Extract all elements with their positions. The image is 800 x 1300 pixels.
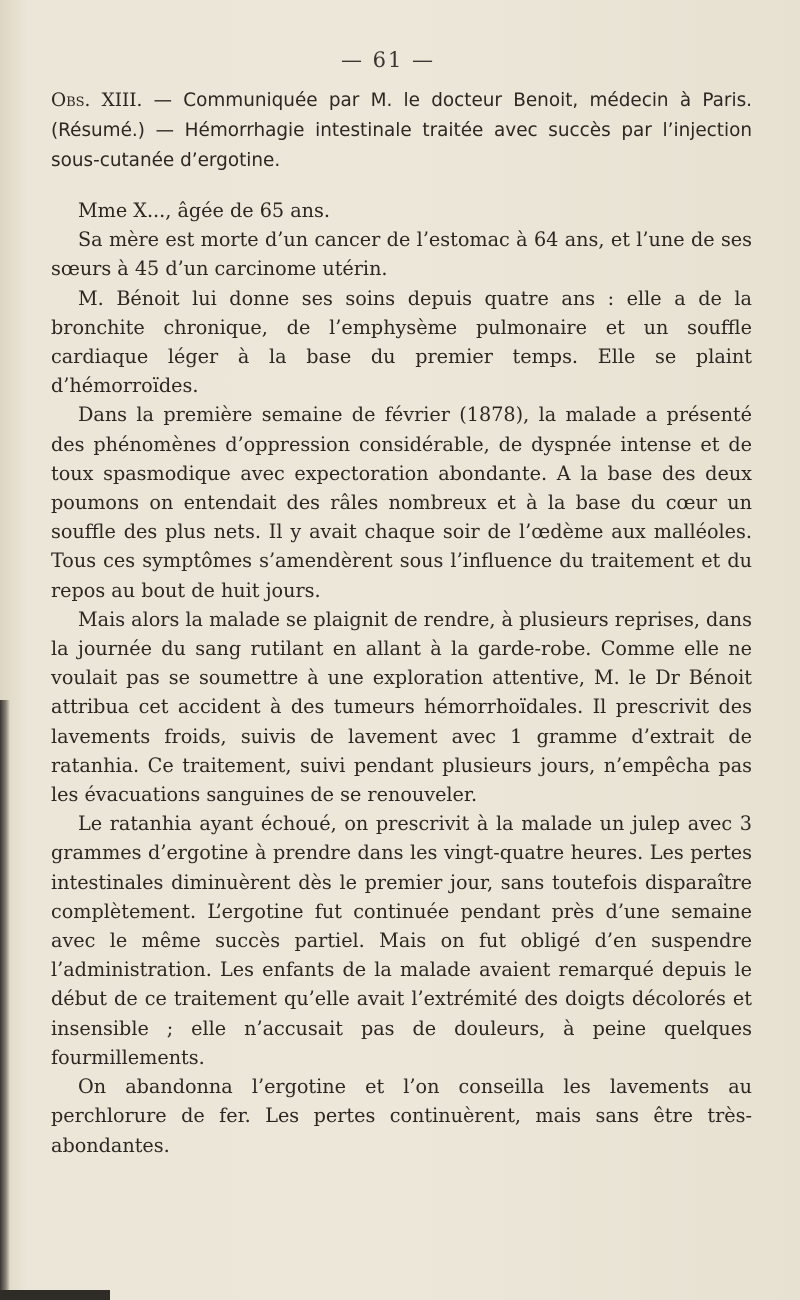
text-block xyxy=(51,86,752,1160)
page-corner-shadow xyxy=(0,1290,110,1300)
paragraph-family-history: Sa mère est morte d’un cancer de l’estomac à 64 ans, et l’une de ses sœurs à 45 d’un carcinome utérin. xyxy=(51,228,752,281)
paragraph-perchlorure: On abandonna l’ergotine et l’on conseilla les lavements au perchlorure de fer. Les pertes continuèrent, mais sans être très-abondantes. xyxy=(51,1075,752,1157)
paragraph-patient: Mme X..., âgée de 65 ans. xyxy=(78,199,330,222)
paragraph-ergotine-treatment: Le ratanhia ayant échoué, on prescrivit à la malade un julep avec 3 grammes d’ergotine à prendre dans les vingt-quatre heures. Les pertes intestinales diminuèrent dès le premier jour, sans toutefois disparaître complètement. L’ergotine fut continuée pendant près d’une semaine avec le même succès partiel. Mais on fut obligé d’en suspendre l’administration. Les enfants de la malade avaient remarqué depuis le début de ce traitement qu’elle avait l’extrémité des doigts décolorés et insensible ; elle n’accusait pas de douleurs, à peine quelques fourmillements. xyxy=(51,812,752,1069)
page-binding-edge xyxy=(0,700,10,1300)
paragraph-bleeding: Mais alors la malade se plaignit de rendre, à plusieurs reprises, dans la journée du sang rutilant en allant à la garde-robe. Comme elle ne voulait pas se soumettre à une exploration attentive, M. le Dr Bénoit attribua cet accident à des tumeurs hémorrhoïdales. Il prescrivit des lavements froids, suivis de lavement avec 1 gramme d’extrait de ratanhia. Ce traitement, suivi pendant plusieurs jours, n’empêcha pas les évacuations sanguines de se renouveler. xyxy=(51,607,752,807)
paragraph-medical-history: M. Bénoit lui donne ses soins depuis quatre ans : elle a de la bronchite chronique, de l’emphysème pulmonaire et un souffle cardiaque léger à la base du premier temps. Elle se plaint d’hémorroïdes. xyxy=(51,286,752,398)
observation-header xyxy=(51,86,752,176)
observation-label: Obs. XIII. xyxy=(51,90,143,111)
observation-summary: — Communiquée par M. le docteur Benoit, médecin à Paris. (Résumé.) — Hémorrhagie intestinale traitée avec succès par l’injection sous-cutanée d’ergotine. xyxy=(51,90,752,171)
page-number: — 61 — xyxy=(340,48,436,72)
paragraph-february-episode: Dans la première semaine de février (1878), la malade a présenté des phénomènes d’oppression considérable, de dyspnée intense et de toux spasmodique avec expectoration abondante. A la base des deux poumons on entendait des râles nombreux et à la base du cœur un souffle des plus nets. Il y avait chaque soir de l’œdème aux malléoles. Tous ces symptômes s’amendèrent sous l’influence du traitement et du repos au bout de huit jours. xyxy=(51,403,752,602)
